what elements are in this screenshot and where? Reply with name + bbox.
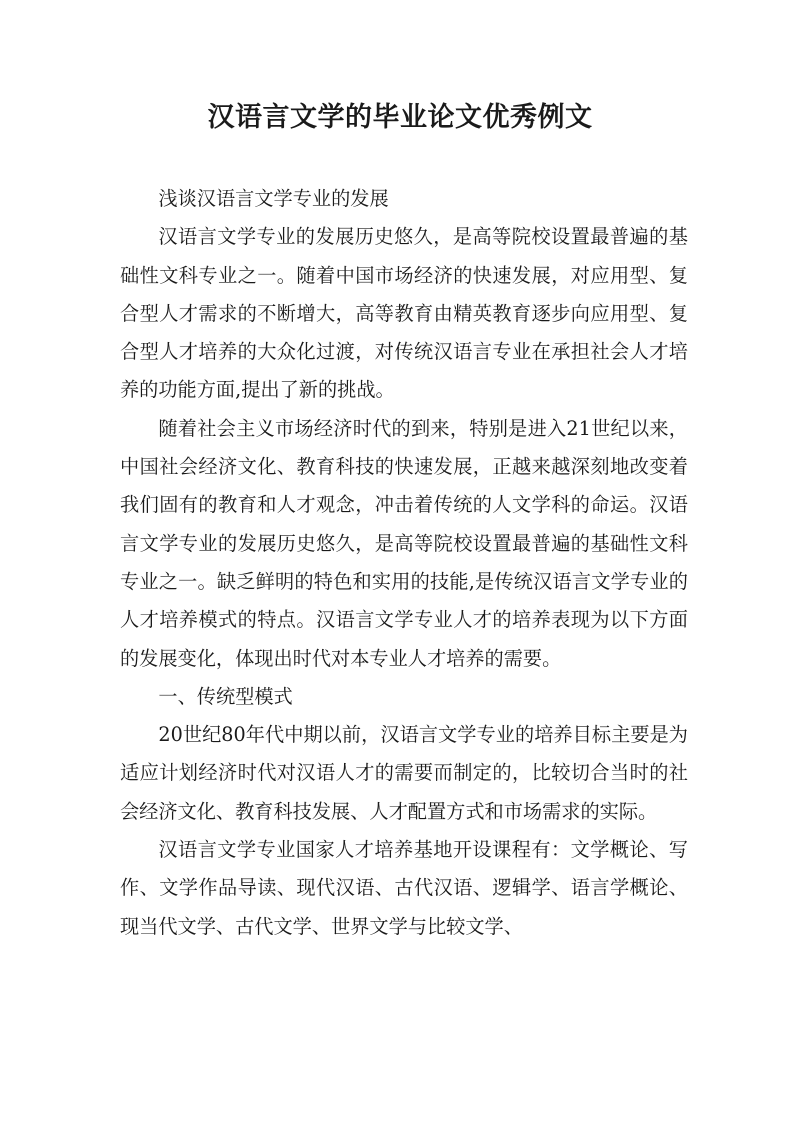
paragraph: 汉语言文学专业国家人才培养基地开设课程有：文学概论、写作、文学作品导读、现代汉语、古代汉语、逻辑学、语言学概论、现当代文学、古代文学、世界文学与比较文学、 [120, 838, 688, 938]
page-title: 汉语言文学的毕业论文优秀例文 [207, 102, 593, 133]
paragraph: 汉语言文学专业的发展历史悠久，是高等院校设置最普遍的基础性文科专业之一。随着中国市场经济的快速发展，对应用型、复合型人才需求的不断增大，高等教育由精英教育逐步向应用型、复合型人才培养的大众化过渡，对传统汉语言专业在承担社会人才培养的功能方面,提出了新的挑战。 [120, 225, 688, 402]
document-body [120, 180, 688, 946]
section-subtitle: 浅谈汉语言文学专业的发展 [158, 187, 389, 210]
section-heading: 一、传统型模式 [158, 684, 293, 708]
paragraph: 随着社会主义市场经济时代的到来，特别是进入21世纪以来，中国社会经济文化、教育科技的快速发展，正越来越深刻地改变着我们固有的教育和人才观念，冲击着传统的人文学科的命运。汉语言文学专业的发展历史悠久，是高等院校设置最普遍的基础性文科专业之一。缺乏鲜明的特色和实用的技能,是传统汉语言文学专业的人才培养模式的特点。汉语言文学专业人才的培养表现为以下方面的发展变化，体现出时代对本专业人才培养的需要。 [120, 416, 688, 670]
paragraph: 20世纪80年代中期以前，汉语言文学专业的培养目标主要是为适应计划经济时代对汉语人才的需要而制定的，比较切合当时的社会经济文化、教育科技发展、人才配置方式和市场需求的实际。 [120, 723, 688, 823]
